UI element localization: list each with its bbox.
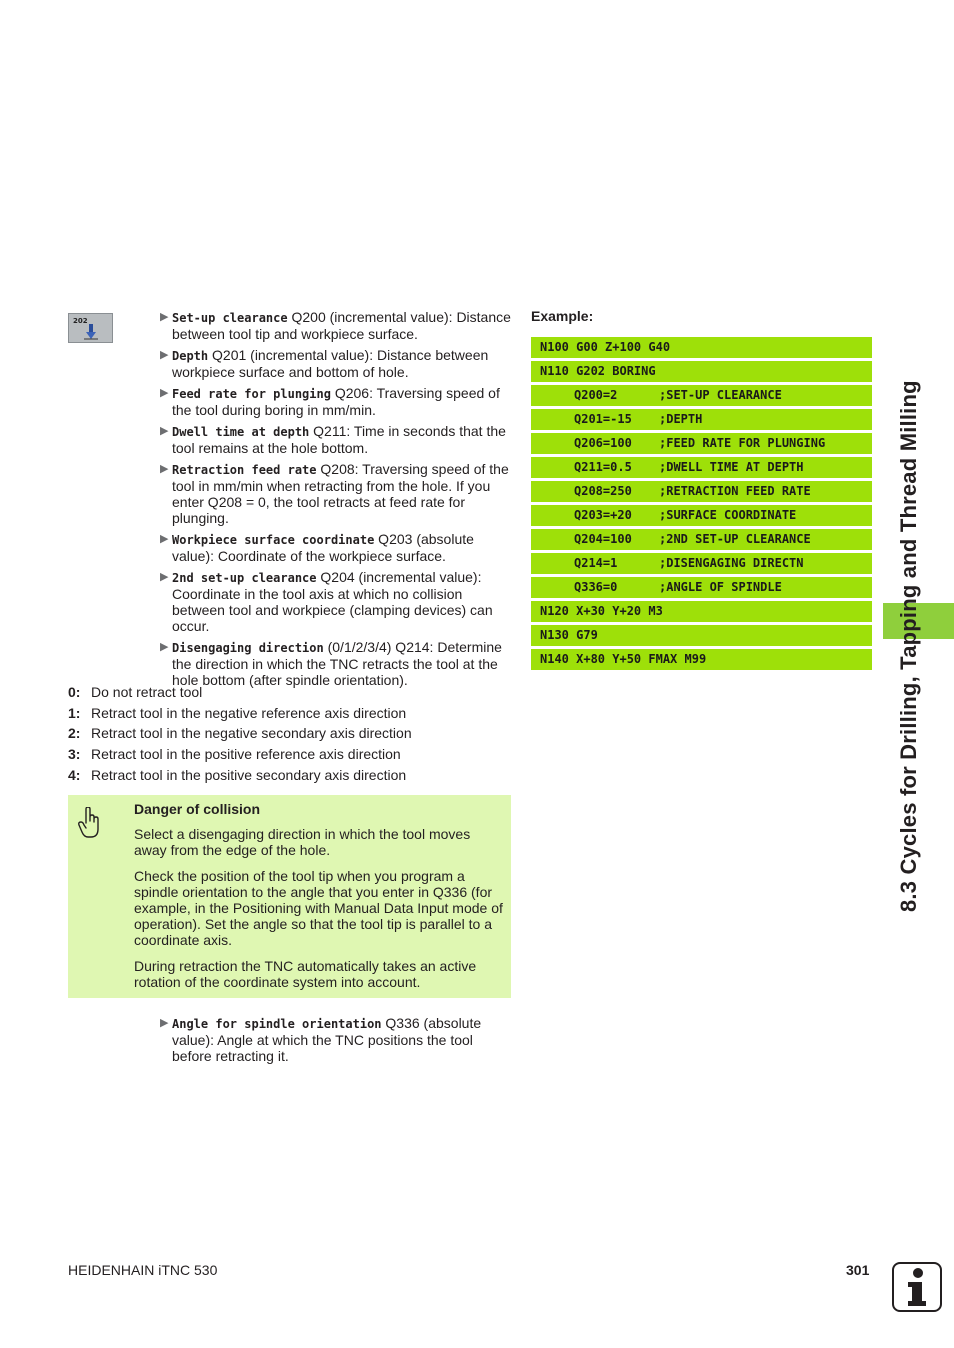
code-line	[531, 337, 872, 358]
code-line	[531, 361, 872, 382]
param-name: Feed rate for plunging	[172, 387, 331, 401]
triangle-right-icon: ▶	[160, 463, 169, 475]
note-body	[134, 801, 504, 1000]
footer-product: HEIDENHAIN iTNC 530	[68, 1262, 218, 1278]
param-feed-plunging	[160, 385, 512, 418]
example-label: Example:	[531, 308, 594, 324]
param-name: Disengaging direction	[172, 641, 324, 655]
option-text: Retract tool in the positive reference axis direction	[91, 746, 401, 763]
triangle-right-icon: ▶	[160, 641, 169, 653]
code-text: N100 G00 Z+100 G40	[540, 340, 671, 354]
option-item	[68, 725, 508, 741]
option-key: 1:	[68, 704, 81, 721]
code-text: Q211=0.5	[574, 460, 632, 474]
cycle-202-icon	[68, 313, 113, 343]
boring-tool-icon	[84, 324, 98, 340]
code-text: N120 X+30 Y+20 M3	[540, 604, 663, 618]
code-text: N140 X+80 Y+50 FMAX M99	[540, 652, 707, 666]
code-comment: ;2ND SET-UP CLEARANCE	[659, 532, 811, 546]
param-2nd-setup-clearance	[160, 569, 512, 634]
code-text: Q336=0	[574, 580, 618, 594]
code-comment: ;DISENGAGING DIRECTN	[659, 556, 804, 570]
option-key: 0:	[68, 684, 81, 700]
code-line	[531, 433, 872, 454]
option-item	[68, 767, 508, 783]
param-surface-coordinate	[160, 531, 512, 564]
triangle-right-icon: ▶	[160, 425, 169, 437]
code-line	[531, 481, 872, 502]
param-text: Q200 (incremental value): Distance between tool tip and workpiece surface.	[172, 309, 511, 342]
code-line	[531, 385, 872, 406]
param-text: Q208: Traversing speed of the tool in mm/min when retracting from the hole. If you enter Q208 = 0, the tool retracts at feed rate for plunging.	[172, 461, 509, 526]
param-text: Q211: Time in seconds that the tool remains at the hole bottom.	[172, 423, 506, 456]
param-text: Q206: Traversing speed of the tool during boring in mm/min.	[172, 385, 500, 418]
option-item	[68, 746, 508, 762]
code-text: Q208=250	[574, 484, 632, 498]
option-item	[68, 705, 508, 721]
param-setup-clearance	[160, 309, 512, 342]
param-name: Angle for spindle orientation	[172, 1017, 382, 1031]
code-line	[531, 529, 872, 550]
info-icon	[892, 1262, 942, 1312]
option-item	[68, 684, 508, 700]
disengaging-options	[68, 684, 508, 787]
note-paragraph: Check the position of the tool tip when you program a spindle orientation to the angle that you enter in Q336 (for example, in the Positioning with Manual Data Input mode of operation). Set the angle so that the tool tip is parallel to a coordinate axis.	[134, 868, 503, 948]
param-text: Q201 (incremental value): Distance between workpiece surface and bottom of hole.	[172, 347, 489, 380]
note-paragraph: Select a disengaging direction in which the tool moves away from the edge of the hole.	[134, 826, 471, 858]
triangle-right-icon: ▶	[160, 1017, 169, 1029]
triangle-right-icon: ▶	[160, 533, 169, 545]
code-line	[531, 577, 872, 598]
param-depth	[160, 347, 512, 380]
param-disengaging-direction	[160, 639, 512, 688]
code-line	[531, 457, 872, 478]
option-key: 2:	[68, 725, 81, 742]
option-key: 3:	[68, 746, 81, 763]
code-text: Q214=1	[574, 556, 618, 570]
triangle-right-icon: ▶	[160, 311, 169, 323]
chapter-title: 8.3 Cycles for Drilling, Tapping and Thread Milling	[896, 380, 921, 912]
code-line	[531, 601, 872, 622]
triangle-right-icon: ▶	[160, 571, 169, 583]
nc-program-example	[531, 337, 872, 673]
code-text: Q206=100	[574, 436, 632, 450]
param-spindle-angle	[160, 1015, 512, 1069]
param-text: (0/1/2/3/4) Q214: Determine the direction in which the TNC retracts the tool at the hole bottom (after spindle orientation).	[172, 639, 502, 688]
param-name: Retraction feed rate	[172, 463, 317, 477]
option-text: Retract tool in the positive secondary axis direction	[91, 766, 407, 783]
code-comment: ;SURFACE COORDINATE	[659, 508, 797, 522]
code-text: Q200=2	[574, 388, 618, 402]
note-title: Danger of collision	[134, 801, 261, 817]
code-text: Q203=+20	[574, 508, 632, 522]
code-text: Q201=-15	[574, 412, 632, 426]
param-name: Dwell time at depth	[172, 425, 310, 439]
page-number: 301	[846, 1262, 870, 1278]
code-line	[531, 553, 872, 574]
param-item	[160, 1015, 512, 1064]
param-name: Set-up clearance	[172, 311, 288, 325]
code-comment: ;FEED RATE FOR PLUNGING	[659, 436, 826, 450]
code-comment: ;ANGLE OF SPINDLE	[659, 580, 782, 594]
code-text: N110 G202 BORING	[540, 364, 656, 378]
cycle-number: 202	[73, 317, 88, 325]
triangle-right-icon: ▶	[160, 349, 169, 361]
code-line	[531, 625, 872, 646]
parameter-list	[160, 309, 512, 693]
param-text: Q203 (absolute value): Coordinate of the workpiece surface.	[172, 531, 474, 564]
option-text: Retract tool in the negative secondary axis direction	[91, 725, 412, 742]
option-text: Do not retract tool	[91, 684, 203, 700]
collision-warning-note	[68, 795, 511, 998]
param-text: Q336 (absolute value): Angle at which the TNC positions the tool before retracting it.	[172, 1015, 482, 1064]
note-paragraph: During retraction the TNC automatically takes an active rotation of the coordinate system into account.	[134, 958, 477, 990]
param-name: Workpiece surface coordinate	[172, 533, 375, 547]
option-text: Retract tool in the negative reference axis direction	[91, 704, 407, 721]
code-text: N130 G79	[540, 628, 598, 642]
code-line	[531, 649, 872, 670]
code-comment: ;DEPTH	[659, 412, 703, 426]
code-comment: ;RETRACTION FEED RATE	[659, 484, 811, 498]
code-text: Q204=100	[574, 532, 632, 546]
triangle-right-icon: ▶	[160, 387, 169, 399]
code-comment: ;SET-UP CLEARANCE	[659, 388, 782, 402]
param-name: 2nd set-up clearance	[172, 571, 317, 585]
option-key: 4:	[68, 766, 81, 783]
hand-pointing-icon	[78, 807, 102, 839]
code-comment: ;DWELL TIME AT DEPTH	[659, 460, 804, 474]
param-name: Depth	[172, 349, 209, 363]
param-retraction-feed	[160, 461, 512, 526]
param-text: Q204 (incremental value): Coordinate in the tool axis at which no collision between tool and workpiece (clamping devices) can occur.	[172, 569, 493, 634]
code-line	[531, 409, 872, 430]
param-dwell-time	[160, 423, 512, 456]
code-line	[531, 505, 872, 526]
info-glyph	[894, 1264, 940, 1310]
